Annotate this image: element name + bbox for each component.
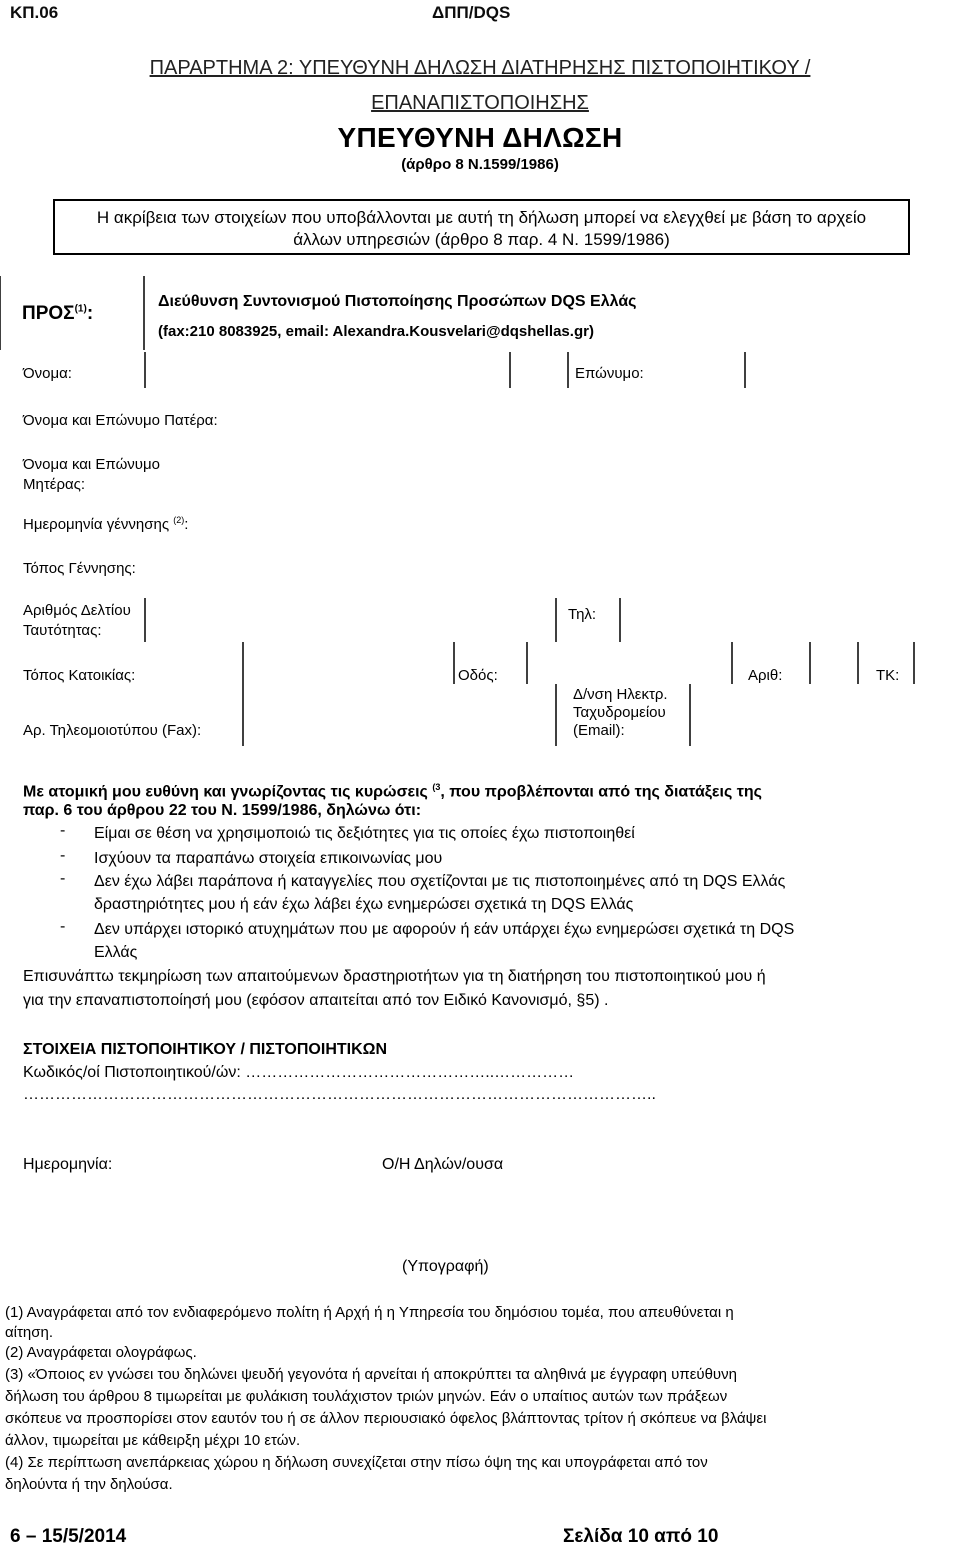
form-grid-lines [0, 0, 960, 760]
declaration-item-4-cont: Ελλάς [94, 944, 138, 961]
attachment-line1: Επισυνάπτω τεκμηρίωση των απαιτούμενων δραστηριοτήτων για τη διατήρηση του πιστοποιητικού μου ή [23, 968, 766, 985]
bullet-dash-1: - [60, 822, 66, 839]
footnote-4-line2: δηλούντα ή την δηλούσα. [5, 1476, 173, 1493]
email-label-line3: (Email): [573, 722, 625, 739]
notice-line2: άλλων υπηρεσιών (άρθρο 8 παρ. 4 Ν. 1599/1986) [293, 230, 670, 249]
residence-label: Τόπος Κατοικίας: [23, 667, 136, 684]
notice-line1: Η ακρίβεια των στοιχείων που υποβάλλονται με αυτή τη δήλωση μπορεί να ελεγχθεί με βάση το αρχείο [96, 208, 867, 227]
recipient-name: Διεύθυνση Συντονισμού Πιστοποίησης Προσώπων DQS Ελλάς [158, 293, 637, 310]
mother-name-label-line2: Μητέρας: [23, 476, 86, 493]
declaration-item-1: Είμαι σε θέση να χρησιμοποιώ τις δεξιότητες για τις οποίες έχω πιστοποιηθεί [94, 825, 635, 842]
declaration-intro-b: , που προβλέπονται από της διατάξεις της [440, 783, 762, 801]
declaration-intro-line2: παρ. 6 του άρθρου 22 του Ν. 1599/1986, δηλώνω ότι: [23, 802, 422, 819]
footnote-3-line4: άλλον, τιμωρείται με κάθειρξη μέχρι 10 ετών. [5, 1432, 301, 1449]
birth-date-sup: (2) [173, 515, 185, 525]
fax-label: Αρ. Τηλεομοιοτύπου (Fax): [23, 722, 202, 739]
bullet-dash-4: - [60, 918, 66, 935]
father-name-label: Όνομα και Επώνυμο Πατέρα: [23, 412, 218, 429]
attachment-line2: για την επαναπιστοποίησή μου (εφόσον απαιτείται από τον Ειδικό Κανονισμό, §5) . [23, 992, 609, 1009]
birth-date-text: Ημερομηνία γέννησης [23, 516, 170, 533]
birth-date-colon: : [184, 516, 189, 533]
street-label: Οδός: [458, 667, 498, 684]
to-label-text: ΠΡΟΣ [22, 303, 75, 324]
footnote-3-line3: σκόπευε να προσπορίσει στον εαυτόν του ή σε άλλον περιουσιακό όφελος βλάπτοντας τρίτον ή σκόπευε να βλάψει [5, 1410, 767, 1427]
postal-code-label: ΤΚ: [876, 667, 900, 684]
footnote-3-line2: δήλωση του άρθρου 8 τιμωρείται με φυλάκιση τουλάχιστον τριών μηνών. Εάν ο υπαίτιος αυτών των πράξεων [5, 1388, 728, 1405]
bullet-dash-3: - [60, 870, 66, 887]
mother-name-label-line1: Όνομα και Επώνυμο [23, 456, 160, 473]
email-label-line2: Ταχυδρομείου [573, 704, 666, 721]
declaration-intro-a: Με ατομική μου ευθύνη και γνωρίζοντας τις κυρώσεις [23, 783, 428, 801]
footnote-3-line1: (3) «Όποιος εν γνώσει του δηλώνει ψευδή γεγονότα ή αρνείται ή αποκρύπτει τα αληθινά με έγγραφη υπεύθυνη [5, 1366, 737, 1383]
phone-label: Τηλ: [568, 606, 597, 623]
footer-page-number: Σελίδα 10 από 10 [563, 1526, 719, 1547]
footnote-4-line1: (4) Σε περίπτωση ανεπάρκειας χώρου η δήλωση συνεχίζεται στην πίσω όψη της και υπογράφεται από τον [5, 1454, 708, 1471]
birth-place-label: Τόπος Γέννησης: [23, 560, 136, 577]
footer-version: 6 – 15/5/2014 [10, 1526, 127, 1547]
department-code: ΔΠΠ/DQS [432, 3, 511, 22]
recipient-contact: (fax:210 8083925, email: Alexandra.Kousvelari@dqshellas.gr) [158, 323, 594, 340]
declaration-item-3: Δεν έχω λάβει παράπονα ή καταγγελίες που σχετίζονται με τις πιστοποιημένες από τη DQS Ελλάς [94, 873, 786, 890]
page-title: ΥΠΕΥΘΥΝΗ ΔΗΛΩΣΗ [337, 122, 623, 153]
declaration-intro-sup: (3 [432, 782, 441, 792]
certificate-codes-dots: ……………………………………………………………………………………………………….. [23, 1086, 656, 1103]
footnote-1-line1: (1) Αναγράφεται από τον ενδιαφερόμενο πολίτη ή Αρχή ή η Υπηρεσία του δημόσιου τομέα, που απευθύνεται η [5, 1304, 734, 1321]
certificates-heading: ΣΤΟΙΧΕΙΑ ΠΙΣΤΟΠΟΙΗΤΙΚΟΥ / ΠΙΣΤΟΠΟΙΗΤΙΚΩΝ [23, 1041, 388, 1058]
doc-code: ΚΠ.06 [10, 3, 59, 22]
declarant-label: Ο/Η Δηλών/ουσα [382, 1156, 504, 1173]
declaration-item-4: Δεν υπάρχει ιστορικό ατυχημάτων που με αφορούν ή εάν υπάρχει έχω ενημερώσει σχετικά τη DQS [94, 921, 795, 938]
birth-date-label [23, 515, 188, 533]
law-reference: (άρθρο 8 Ν.1599/1986) [401, 156, 559, 173]
signature-label: (Υπογραφή) [402, 1258, 489, 1275]
to-label-sup: (1) [74, 303, 87, 315]
to-label [22, 303, 93, 325]
surname-label: Επώνυμο: [575, 365, 644, 382]
declaration-item-2: Ισχύουν τα παραπάνω στοιχεία επικοινωνίας μου [94, 850, 443, 867]
certificate-codes: Κωδικός/οί Πιστοποιητικού/ών: ………………………………………..…………… [23, 1064, 575, 1081]
annex-title-line2: ΕΠΑΝΑΠΙΣΤΟΠΟΙΗΣΗΣ [371, 92, 589, 114]
annex-title-line1: ΠΑΡΑΡΤΗΜΑ 2: ΥΠΕΥΘΥΝΗ ΔΗΛΩΣΗ ΔΙΑΤΗΡΗΣΗΣ ΠΙΣΤΟΠΟΙΗΤΙΚΟΥ / [149, 57, 811, 79]
to-label-colon: : [86, 303, 94, 324]
bullet-dash-2: - [60, 847, 66, 864]
first-name-label: Όνομα: [23, 365, 72, 382]
declaration-item-3-cont: δραστηριότητες μου ή εάν έχω λάβει έχω ενημερώσει σχετικά τη DQS Ελλάς [94, 896, 634, 913]
date-label: Ημερομηνία: [23, 1156, 113, 1173]
email-label-line1: Δ/νση Ηλεκτρ. [573, 686, 668, 703]
footnote-2: (2) Αναγράφεται ολογράφως. [5, 1344, 197, 1361]
number-label: Αριθ: [748, 667, 783, 684]
id-number-label-line2: Ταυτότητας: [23, 622, 102, 639]
id-number-label-line1: Αριθμός Δελτίου [23, 602, 131, 619]
footnote-1-line2: αίτηση. [5, 1324, 54, 1341]
